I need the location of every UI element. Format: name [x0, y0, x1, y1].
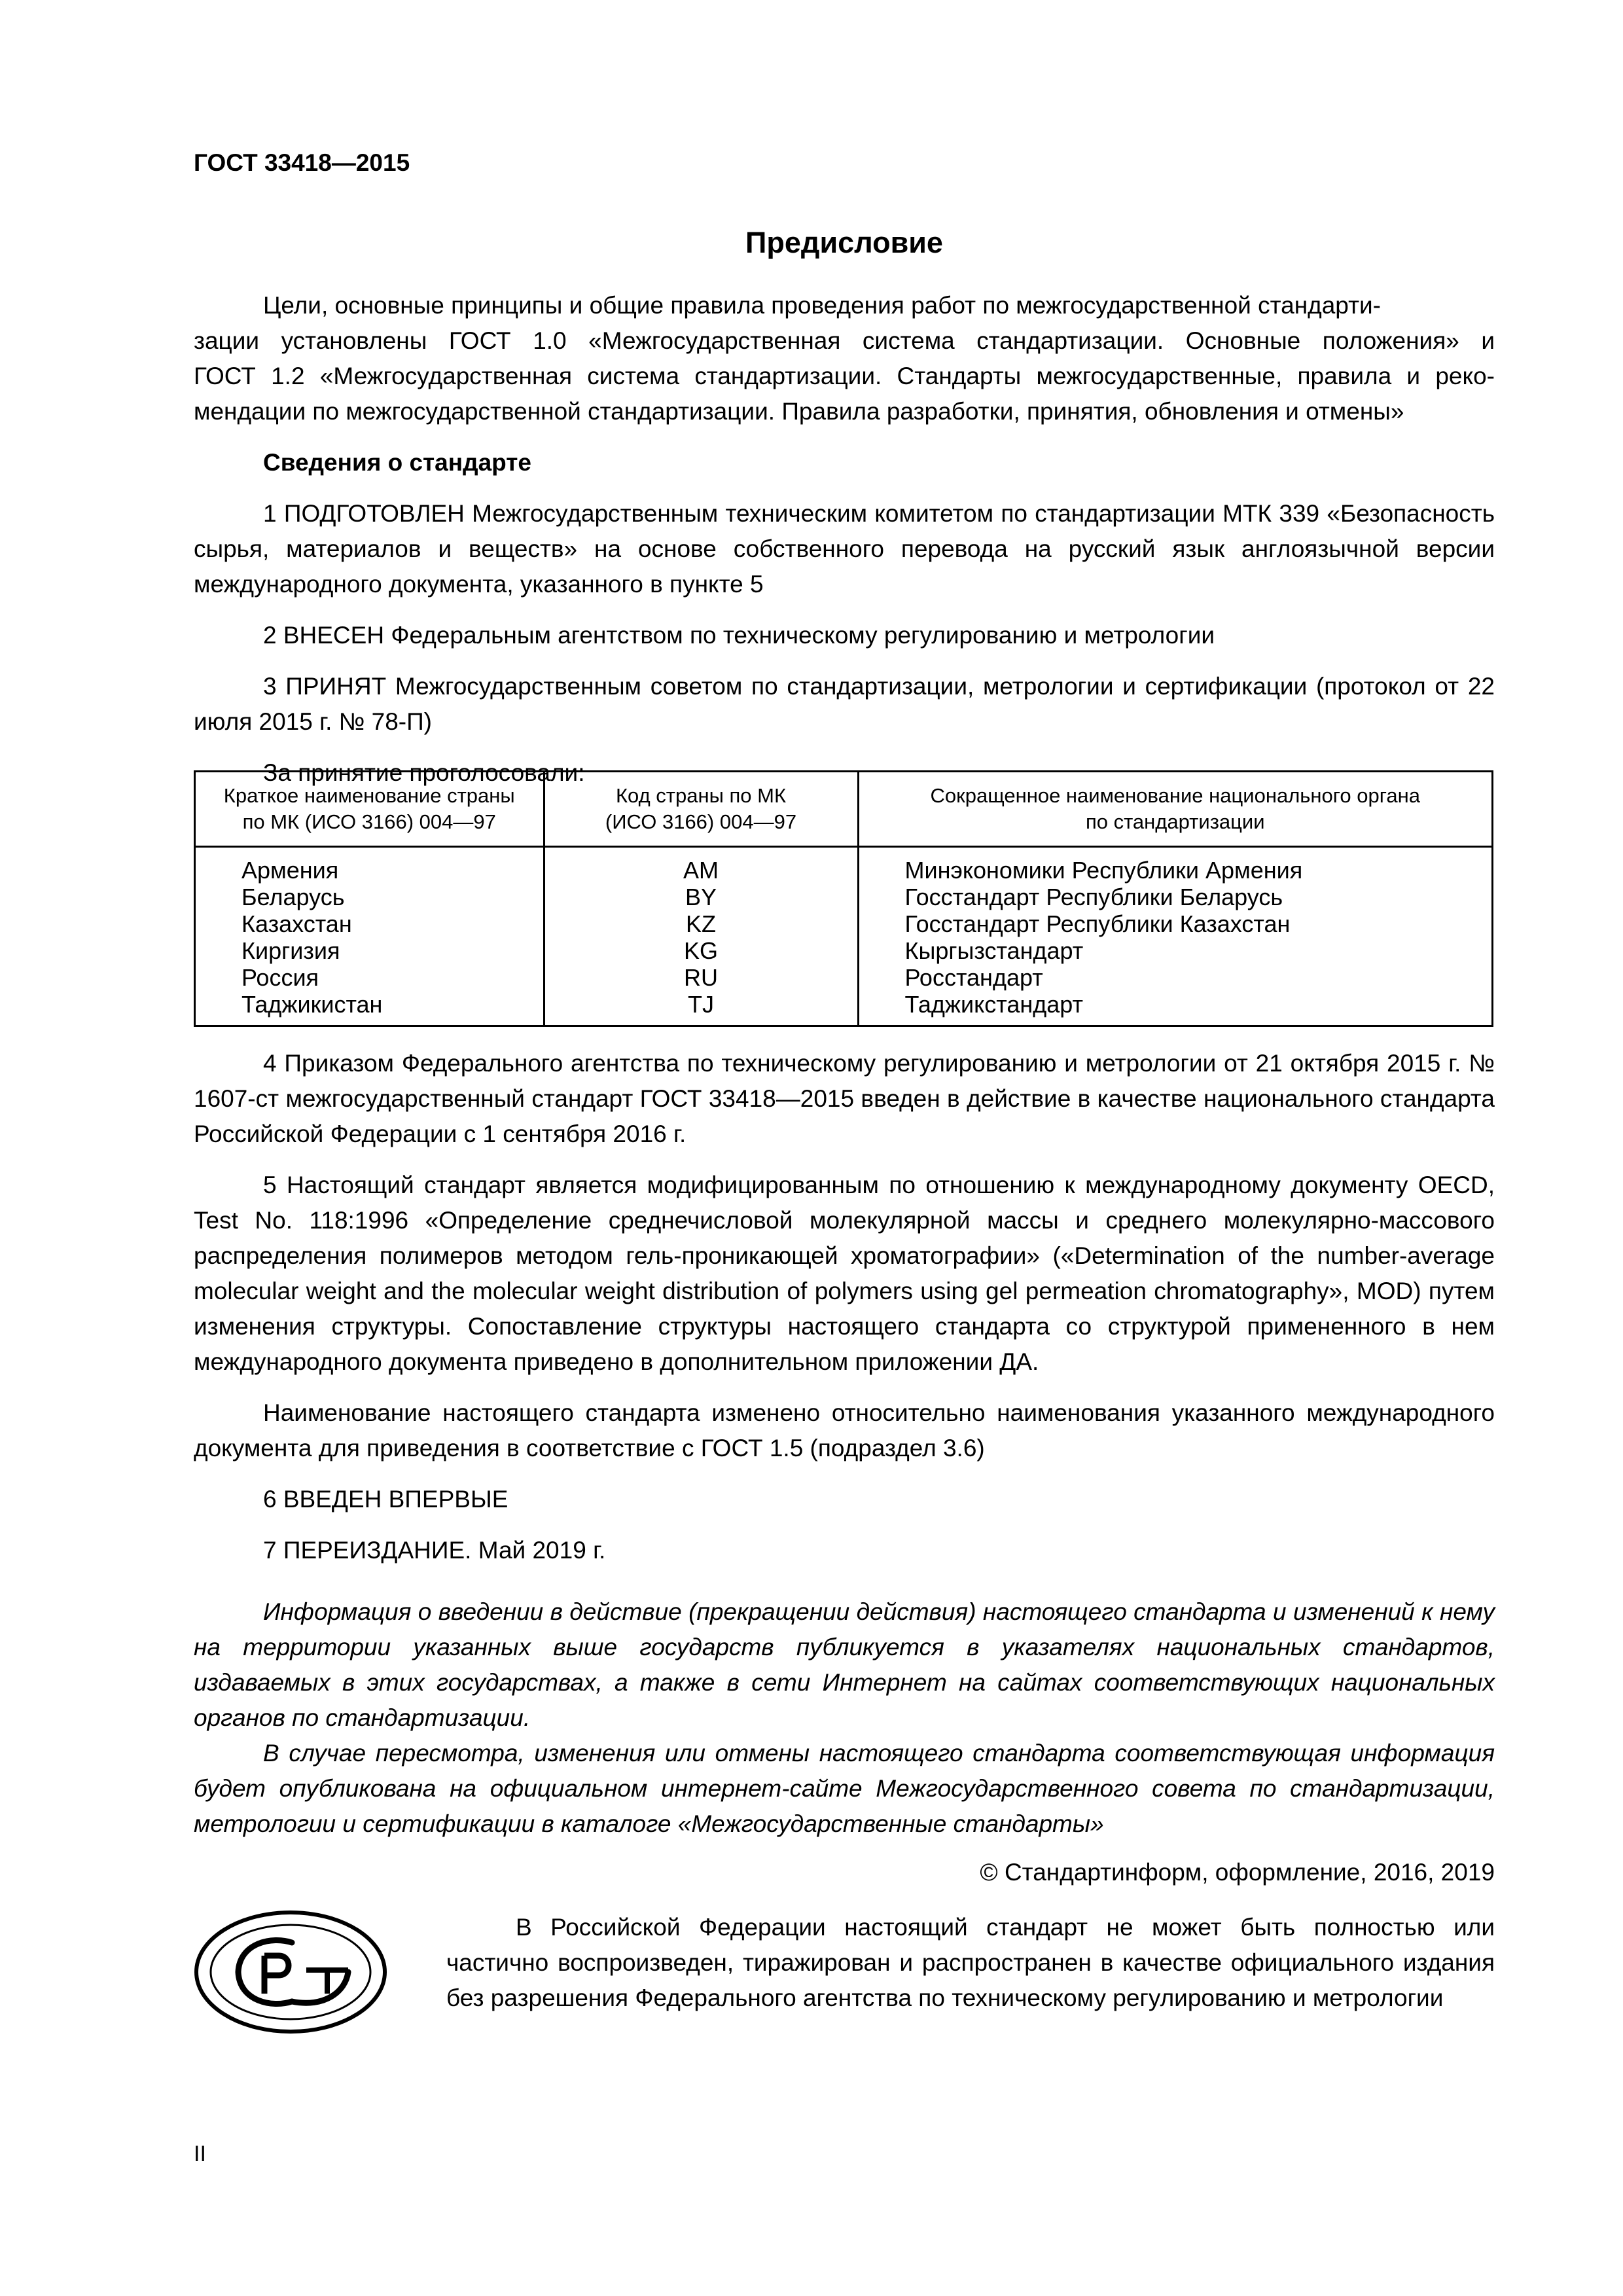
items-continued	[194, 1046, 1495, 1568]
item-5-note: Наименование настоящего стандарта изменено относительно наименования указанного международного документа для приведения в соответствие с ГОСТ 1.5 (подраздел 3.6)	[194, 1399, 1495, 1462]
table-cell: TJ	[688, 991, 714, 1018]
document-id: ГОСТ 33418—2015	[194, 149, 410, 176]
table-cell: Армения	[241, 857, 339, 884]
note-1: Информация о введении в действие (прекращении действия) настоящего стандарта и изменений к нему на территории указанных выше государств публикуется в указателях национальных стандартов, издаваемых в этих государствах, а также в сети Интернет на сайтах соответствующих национальных органов по стандартизации.	[194, 1598, 1495, 1731]
table-cell: AM	[683, 857, 719, 884]
body-column	[858, 847, 1491, 1026]
intro-line: зации установлены ГОСТ 1.0 «Межгосударственная система стандартизации. Основные положения» и	[194, 327, 1495, 354]
table-cell: Киргизия	[241, 937, 340, 964]
item-1: 1 ПОДГОТОВЛЕН Межгосударственным техническим комитетом по стандартизации МТК 339 «Безопасность сырья, материалов и веществ» на основе собственного перевода на русский язык англоязычной версии международного документа, указанного в пункте 5	[194, 500, 1495, 598]
page-number: II	[194, 2142, 206, 2166]
table-cell: Росстандарт	[904, 964, 1043, 991]
notes-section	[194, 1594, 1495, 1842]
code-column	[544, 847, 858, 1026]
item-2: 2 ВНЕСЕН Федеральным агентством по техническому регулированию и метрологии	[263, 622, 1215, 649]
table-cell: Беларусь	[241, 884, 345, 910]
voted-label: За принятие проголосовали:	[263, 759, 585, 786]
item-6: 6 ВВЕДЕН ВПЕРВЫЕ	[263, 1486, 508, 1513]
table-cell: Госстандарт Республики Казахстан	[904, 910, 1291, 937]
table-cell: BY	[685, 884, 717, 910]
table-header-country: Краткое наименование страны по МК (ИСО 3166) 004—97	[196, 772, 544, 847]
item-5: 5 Настоящий стандарт является модифицированным по отношению к международному документу OECD, Test No. 118:1996 «Определение среднечисловой молекулярной массы и среднего молекулярно-массового распределения полимеров методом гель-проникающей хроматографии» («Determination of the number-average molecular weight and the molecular weight distribution of polymers using gel permeation chromatography», MOD) путем изменения структуры. Сопоставление структуры настоящего стандарта со структурой примененного в нем международного документа приведено в дополнительном приложении ДА.	[194, 1172, 1495, 1375]
gost-r-conformity-mark-icon	[194, 1910, 387, 2034]
country-column	[196, 847, 544, 1026]
item-4: 4 Приказом Федерального агентства по техническому регулированию и метрологии от 21 октября 2015 г. № 1607-ст межгосударственный стандарт ГОСТ 33418—2015 введен в действие в качестве национального стандарта Российской Федерации с 1 сентября 2016 г.	[194, 1050, 1495, 1147]
table-cell: KG	[683, 937, 718, 964]
copyright: © Стандартинформ, оформление, 2016, 2019	[980, 1859, 1495, 1886]
table-cell: Россия	[241, 964, 319, 991]
section-heading: Сведения о стандарте	[263, 449, 531, 476]
table-cell: Госстандарт Республики Беларусь	[904, 884, 1283, 910]
page-title: Предисловие	[745, 226, 943, 259]
table-cell: KZ	[685, 910, 716, 937]
intro-line: мендации по межгосударственной стандартизации. Правила разработки, принятия, обновления и отмены»	[194, 398, 1404, 425]
table-header-code: Код страны по МК (ИСО 3166) 004—97	[544, 772, 858, 847]
voting-table	[194, 770, 1493, 1027]
table-cell: Кыргызстандарт	[904, 937, 1084, 964]
reproduction-notice: В Российской Федерации настоящий стандарт не может быть полностью или частично воспроизведен, тиражирован и распространен в качестве официального издания без разрешения Федерального агентства по техническому регулированию и метрологии	[446, 1914, 1495, 2011]
intro-line: ГОСТ 1.2 «Межгосударственная система стандартизации. Стандарты межгосударственные, правила и реко-	[194, 363, 1495, 389]
document-page	[194, 0, 1495, 2296]
table-cell: Таджикстандарт	[904, 991, 1083, 1018]
table-header-body: Сокращенное наименование национального органа по стандартизации	[858, 772, 1491, 847]
table-header-row	[196, 772, 1491, 847]
table-cell: RU	[684, 964, 718, 991]
standard-info-section	[194, 445, 1495, 791]
table-cell: Казахстан	[241, 910, 352, 937]
table-body	[196, 847, 1491, 1026]
intro-line: Цели, основные принципы и общие правила проведения работ по межгосударственной стандарти-	[263, 292, 1381, 319]
item-7: 7 ПЕРЕИЗДАНИЕ. Май 2019 г.	[263, 1537, 606, 1564]
intro-paragraph	[194, 288, 1495, 429]
item-3: 3 ПРИНЯТ Межгосударственным советом по стандартизации, метрологии и сертификации (протокол от 22 июля 2015 г. № 78-П)	[194, 673, 1495, 735]
table-cell: Минэкономики Республики Армения	[904, 857, 1303, 884]
note-2: В случае пересмотра, изменения или отмены настоящего стандарта соответствующая информация будет опубликована на официальном интернет-сайте Межгосударственного совета по стандартизации, метрологии и сертификации в каталоге «Межгосударственные стандарты»	[194, 1740, 1495, 1837]
table-cell: Таджикистан	[241, 991, 383, 1018]
